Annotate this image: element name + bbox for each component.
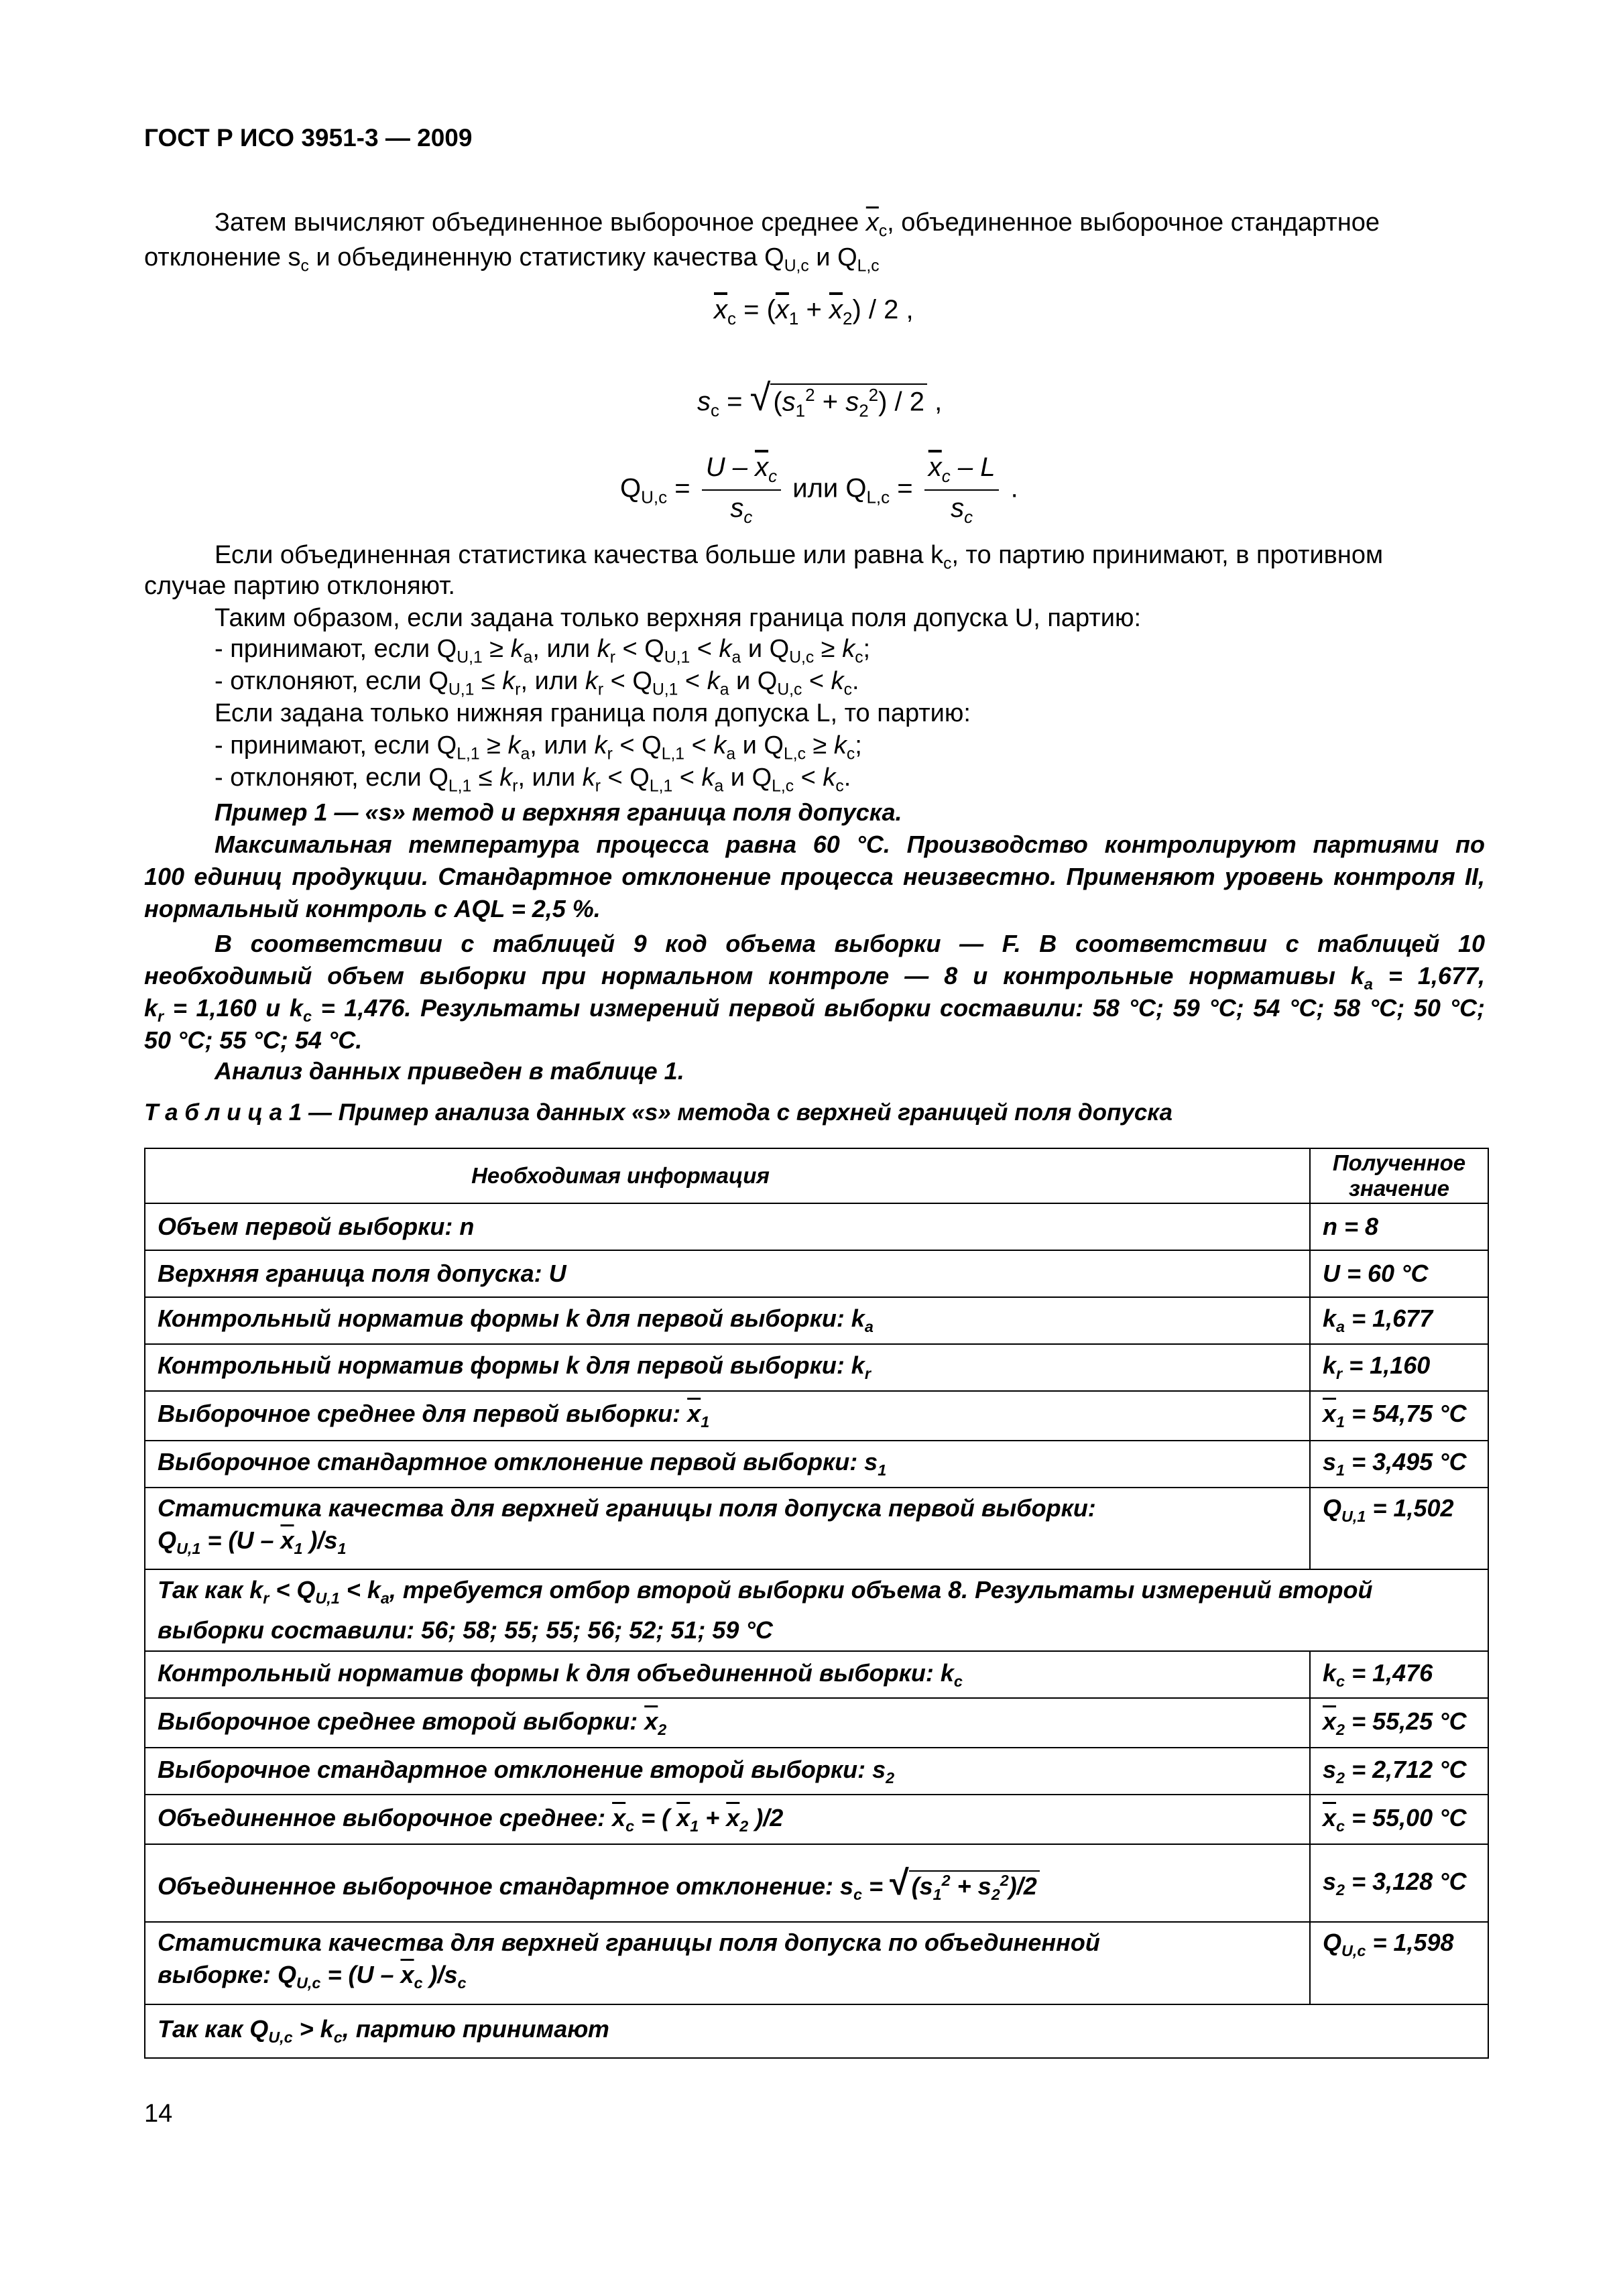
page-number: 14 [144, 2100, 173, 2128]
formula-sc: $s_c$ = √ $(s_1^2 + s_2^2) / 2$ , [697, 376, 943, 420]
table-cell: Статистика качества для верхней границы поля допуска первой выборки: $Q_{U,1} = (U - \overline{x}_1$ )$/s_1$ [145, 1488, 1310, 1569]
table-row [145, 1748, 1488, 1795]
formula-q: $Q_{U,c}$ = $\frac{U - \overline{x}_c}{s_c}$ или $Q_{L,c}$ = $\frac{\overline{x}_c - L}{s_c}$ . [620, 452, 1018, 527]
table-row [145, 1250, 1488, 1297]
table-row [145, 1344, 1488, 1391]
table-cell: $Q_{U,c} = 1,598$ [1310, 1922, 1488, 2004]
table-cell: $\overline{x}_2 = 55,25$ °С [1310, 1698, 1488, 1748]
table-cell: $s_2 = 2,712$ °С [1310, 1748, 1488, 1795]
table-cell: $Q_{U,1} = 1,502$ [1310, 1488, 1488, 1569]
rule-accept-lower: - принимают, если $Q_{L,1} \ge k_a$, или $k_r < Q_{L,1} < k_a$ и $Q_{L,c} \ge k_c$; [215, 731, 862, 764]
example-line-3: нормальный контроль с AQL = 2,5 %. [144, 895, 601, 922]
table-cell: Статистика качества для верхней границы поля допуска по объединенной выборке: $Q_{U,c} = (U - \overline{x}_c$ )$/s_c$ [145, 1922, 1310, 2004]
example-line-2: 100 единиц продукции. Стандартное отклонение процесса неизвестно. Применяют уровень контроля II, [144, 863, 1485, 890]
example-line-4: В соответствии с таблицей 9 код объема выборки — F. В соответствии с таблицей 10 [215, 930, 1485, 957]
table-header-row [145, 1148, 1488, 1203]
table-row [145, 1297, 1488, 1344]
rule-reject-upper: - отклоняют, если $Q_{U,1} \le k_r$, или $k_r < Q_{U,1} < k_a$ и $Q_{U,c} < k_c$. [215, 667, 859, 699]
table-head-info: Необходимая информация [145, 1148, 1310, 1203]
table-cell: Выборочное стандартное отклонение второй выборки: $s_2$ [145, 1748, 1310, 1795]
table-row [145, 1391, 1488, 1441]
example-line-5: необходимый объем выборки при нормальном контроле — 8 и контрольные нормативы $k_a = 1,677$, [144, 962, 1485, 993]
example-line-1: Максимальная температура процесса равна 60 °С. Производство контролируют партиями по [215, 831, 1485, 858]
example-title: Пример 1 — «s» метод и верхняя граница поля допуска. [215, 798, 902, 826]
table-cell: Объединенное выборочное стандартное отклонение: $s_c$ = √ $(s_1^2 + s_2^2)/2$ [145, 1844, 1310, 1922]
table-row [145, 1698, 1488, 1748]
table-caption: Т а б л и ц а 1 — Пример анализа данных «s» метода с верхней границей поля допуска [144, 1099, 1173, 1126]
rule-para-2: Таким образом, если задана только верхняя граница поля допуска U, партию: [215, 604, 1142, 632]
table-row [145, 1488, 1488, 1569]
table-cell: $k_a = 1,677$ [1310, 1297, 1488, 1344]
table-row [145, 1922, 1488, 2004]
table-cell: Верхняя граница поля допуска: U [145, 1250, 1310, 1297]
formula-xc: $\overline{x}_c = (\overline{x}_1 + \overline{x}_2) / 2$ , [714, 295, 914, 328]
rule-para-1b: случае партию отклоняют. [144, 572, 455, 600]
rule-accept-upper: - принимают, если $Q_{U,1} \ge k_a$, или $k_r < Q_{U,1} < k_a$ и $Q_{U,c} \ge k_c$; [215, 635, 871, 667]
table-cell-wide: Так как $k_r < Q_{U,1} < k_a$, требуется отбор второй выборки объема 8. Результаты измерений второй выборки составили: 56; 58; 55; 55; 56; 52; 51; 59 °С [145, 1569, 1488, 1651]
table-cell: $\overline{x}_c = 55,00$ °С [1310, 1795, 1488, 1844]
intro-line-1: Затем вычисляют объединенное выборочное среднее $\overline{x}_c$, объединенное выборочное стандартное [215, 208, 1380, 241]
table-row [145, 1844, 1488, 1922]
table-cell: Объединенное выборочное среднее: $\overline{x}_c$ = ( $\overline{x}_1 + \overline{x}_2$ )/2 [145, 1795, 1310, 1844]
rule-reject-lower: - отклоняют, если $Q_{L,1} \le k_r$, или $k_r < Q_{L,1} < k_a$ и $Q_{L,c} < k_c$. [215, 764, 851, 796]
table-cell: $k_c = 1,476$ [1310, 1651, 1488, 1698]
table-row [145, 2004, 1488, 2058]
table-row [145, 1441, 1488, 1488]
table-row [145, 1795, 1488, 1844]
example-line-8: Анализ данных приведен в таблице 1. [215, 1057, 684, 1085]
table-head-value: Полученное значение [1310, 1148, 1488, 1203]
table-row [145, 1203, 1488, 1250]
table-cell: Выборочное стандартное отклонение первой выборки: $s_1$ [145, 1441, 1310, 1488]
table-cell: Выборочное среднее второй выборки: $\overline{x}_2$ [145, 1698, 1310, 1748]
table-cell: Объем первой выборки: n [145, 1203, 1310, 1250]
table-cell: $\overline{x}_1 = 54,75$ °С [1310, 1391, 1488, 1441]
table-row [145, 1569, 1488, 1651]
table-cell: U = 60 °С [1310, 1250, 1488, 1297]
table-row [145, 1651, 1488, 1698]
rule-para-1: Если объединенная статистика качества больше или равна $k_c$, то партию принимают, в противном [215, 541, 1384, 573]
example-line-6: $k_r = 1,160$ и $k_c = 1,476$. Результаты измерений первой выборки составили: 58 °С; 59 °С; 54 °С; 58 °С; 50 °С; [144, 994, 1485, 1026]
table-cell: Выборочное среднее для первой выборки: $\overline{x}_1$ [145, 1391, 1310, 1441]
example-line-7: 50 °С; 55 °С; 54 °С. [144, 1026, 363, 1054]
table-cell: $k_r = 1,160$ [1310, 1344, 1488, 1391]
intro-line-2: отклонение $s_c$ и объединенную статистику качества $Q_{U,c}$ и $Q_{L,c}$ [144, 243, 880, 276]
table-cell: Контрольный норматив формы k для объединенной выборки: $k_c$ [145, 1651, 1310, 1698]
table-cell-wide: Так как $Q_{U,c} > k_c$, партию принимают [145, 2004, 1488, 2058]
document-header: ГОСТ Р ИСО 3951-3 — 2009 [144, 124, 473, 152]
table-cell: Контрольный норматив формы k для первой выборки: $k_a$ [145, 1297, 1310, 1344]
table-cell: $s_2 = 3,128$ °С [1310, 1844, 1488, 1922]
table-cell: $s_1 = 3,495$ °С [1310, 1441, 1488, 1488]
rule-para-lower: Если задана только нижняя граница поля допуска L, то партию: [215, 699, 971, 727]
data-table [144, 1148, 1489, 2059]
table-cell: n = 8 [1310, 1203, 1488, 1250]
table-cell: Контрольный норматив формы k для первой выборки: $k_r$ [145, 1344, 1310, 1391]
